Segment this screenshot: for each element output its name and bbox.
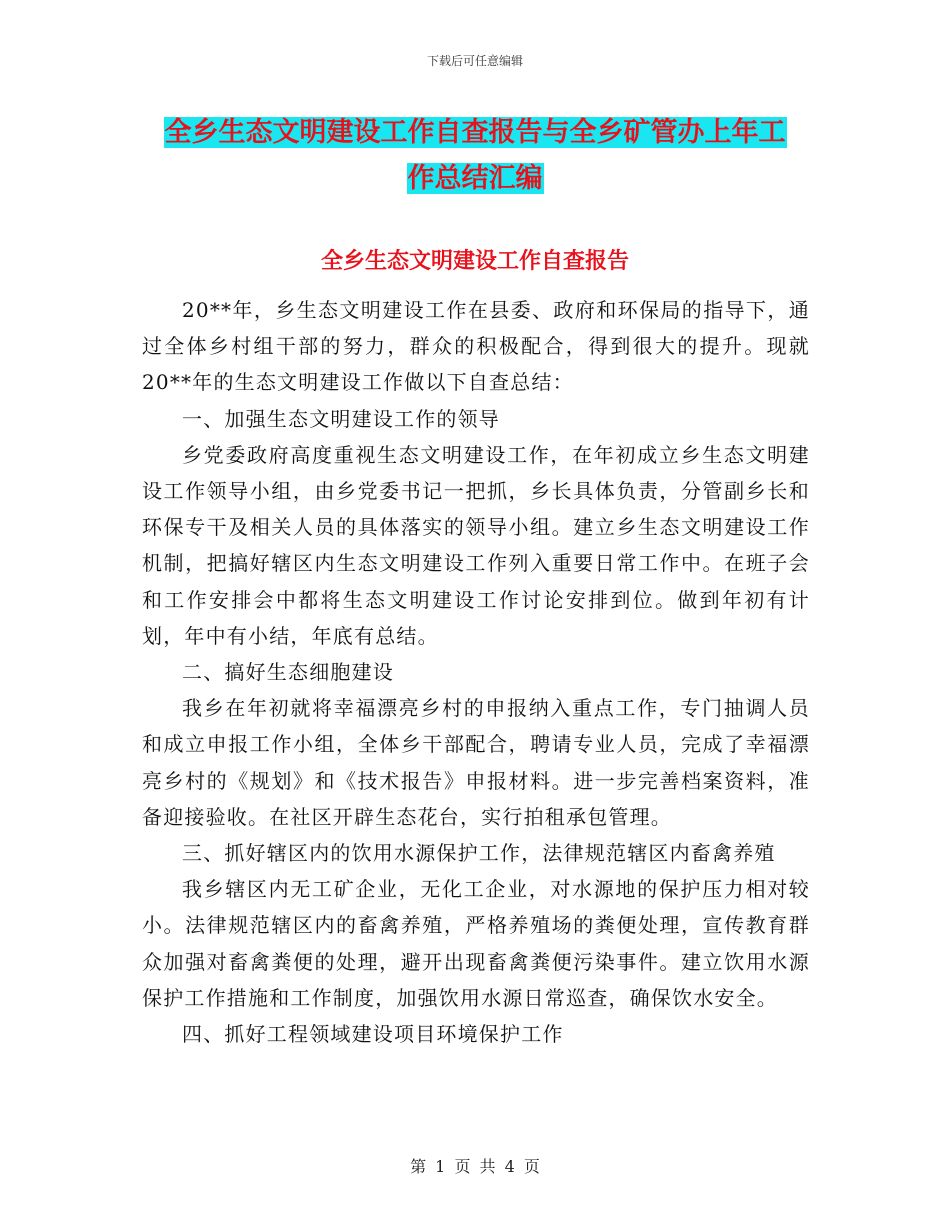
heading-4: 四、抓好工程领域建设项目环境保护工作 <box>182 1022 564 1047</box>
paragraph-intro: 20**年，乡生态文明建设工作在县委、政府和环保局的指导下，通过全体乡村组干部的努力，群众的积极配合，得到很大的提升。现就20**年的生态文明建设工作做以下自查总结： <box>142 298 810 395</box>
document-body <box>142 292 810 1052</box>
heading-2: 二、搞好生态细胞建设 <box>182 660 394 685</box>
title-line-1: 全乡生态文明建设工作自查报告与全乡矿管办上年工 <box>164 117 786 148</box>
paragraph-2: 我乡在年初就将幸福漂亮乡村的申报纳入重点工作，专门抽调人员和成立申报工作小组，全体乡干部配合，聘请专业人员，完成了幸福漂亮乡村的《规划》和《技术报告》申报材料。进一步完善档案资料，准备迎接验收。在社区开辟生态花台，实行拍租承包管理。 <box>142 696 810 829</box>
section-title: 全乡生态文明建设工作自查报告 <box>320 249 629 274</box>
heading-3: 三、抓好辖区内的饮用水源保护工作，法律规范辖区内畜禽养殖 <box>182 841 776 866</box>
heading-1: 一、加强生态文明建设工作的领导 <box>182 406 500 431</box>
title-line-2: 作总结汇编 <box>407 163 543 194</box>
page-footer: 第 1 页 共 4 页 <box>410 1157 540 1176</box>
paragraph-1: 乡党委政府高度重视生态文明建设工作，在年初成立乡生态文明建设工作领导小组，由乡党委书记一把抓，乡长具体负责，分管副乡长和环保专干及相关人员的具体落实的领导小组。建立乡生态文明建设工作机制，把搞好辖区内生态文明建设工作列入重要日常工作中。在班子会和工作安排会中都将生态文明建设工作讨论安排到位。做到年初有计划，年中有小结，年底有总结。 <box>142 442 810 648</box>
paragraph-3: 我乡辖区内无工矿企业，无化工企业，对水源地的保护压力相对较小。法律规范辖区内的畜禽养殖，严格养殖场的粪便处理，宣传教育群众加强对畜禽粪便的处理，避开出现畜禽粪便污染事件。建立饮用水源保护工作措施和工作制度，加强饮用水源日常巡查，确保饮水安全。 <box>142 877 810 1010</box>
page-header: 下载后可任意编辑 <box>426 54 523 68</box>
document-title <box>140 110 810 202</box>
